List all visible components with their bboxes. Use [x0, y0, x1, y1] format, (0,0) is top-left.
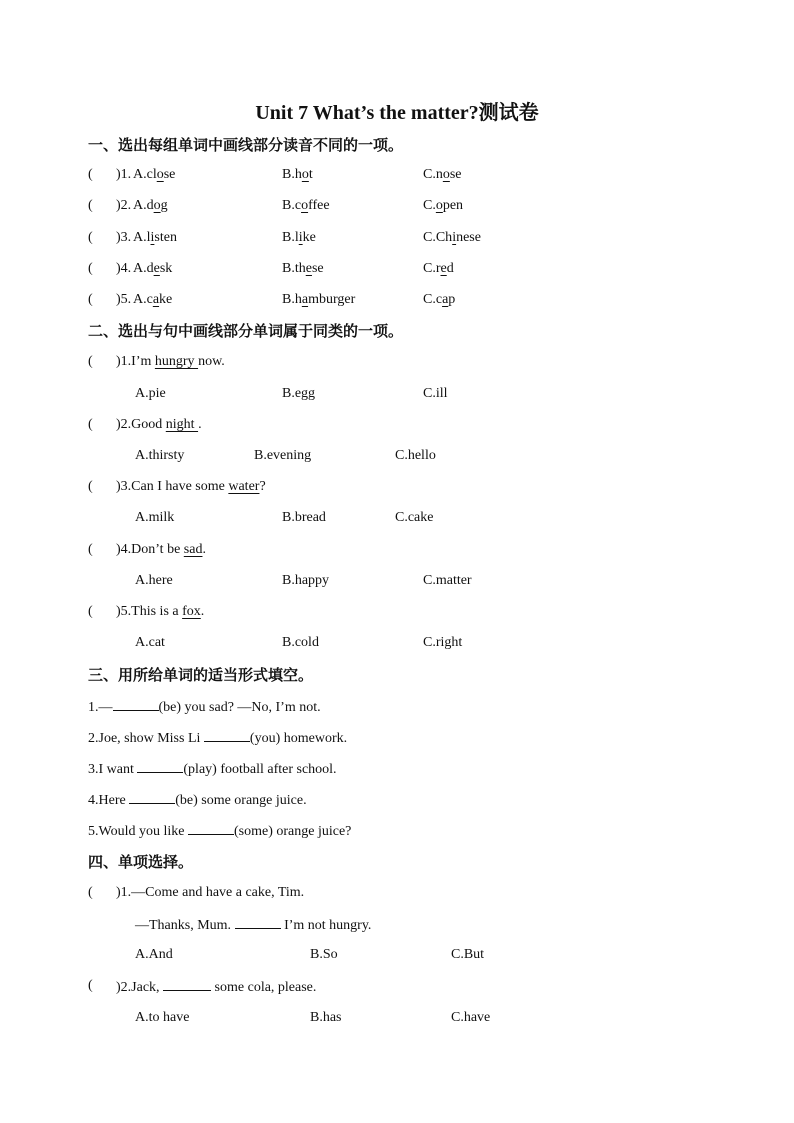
option-b: B.hot: [282, 167, 313, 182]
option-c: C.hello: [395, 448, 436, 463]
option-b: B.evening: [254, 448, 312, 463]
answer-paren: (: [88, 354, 93, 369]
option-c: C.open: [423, 198, 464, 213]
question-text: )1.—Come and have a cake, Tim.: [116, 885, 305, 900]
option-b: B.So: [310, 947, 338, 962]
s3-item-4: 4.Here (be) some orange juice.: [88, 789, 307, 809]
answer-paren: (: [88, 230, 93, 245]
option-a: A.pie: [135, 386, 166, 401]
option-c: C.nose: [423, 167, 462, 182]
option-a: A.cat: [135, 635, 165, 650]
fill-blank[interactable]: [163, 976, 211, 991]
question-text: )4.Don’t be sad.: [116, 542, 206, 557]
option-c: C.cake: [395, 510, 434, 525]
s3-item-5: 5.Would you like (some) orange juice?: [88, 820, 351, 840]
option-b: B.cold: [282, 635, 319, 650]
s3-item-3: 3.I want (play) football after school.: [88, 758, 337, 778]
option-a: A.here: [135, 573, 173, 588]
option-c: C.cap: [423, 292, 456, 307]
option-a: A.And: [135, 947, 173, 962]
option-b: B.egg: [282, 386, 316, 401]
fill-blank[interactable]: [113, 696, 159, 711]
option-c: C.right: [423, 635, 463, 650]
reply-text: —Thanks, Mum. I’m not hungry.: [135, 914, 371, 936]
section4-heading: 四、单项选择。: [88, 853, 194, 871]
option-b: B.like: [282, 230, 316, 245]
option-a: A.close: [133, 167, 176, 182]
option-c: C.ill: [423, 386, 448, 401]
answer-paren: (: [88, 479, 93, 494]
fill-blank[interactable]: [129, 789, 175, 804]
answer-paren: (: [88, 604, 93, 619]
option-b: B.hamburger: [282, 292, 356, 307]
section1-heading: 一、选出每组单词中画线部分读音不同的一项。: [88, 136, 404, 154]
s3-item-2: 2.Joe, show Miss Li (you) homework.: [88, 727, 347, 747]
question-number: )3.: [116, 230, 132, 245]
question-text: )3.Can I have some water?: [116, 479, 266, 494]
option-a: A.desk: [133, 261, 173, 276]
option-c: C.matter: [423, 573, 472, 588]
answer-paren: (: [88, 261, 93, 276]
option-b: B.coffee: [282, 198, 330, 213]
fill-blank[interactable]: [188, 820, 234, 835]
question-number: )4.: [116, 261, 132, 276]
option-b: B.has: [310, 1010, 342, 1025]
fill-blank[interactable]: [137, 758, 183, 773]
option-a: A.to have: [135, 1010, 190, 1025]
question-text: )1.I’m hungry now.: [116, 354, 225, 369]
option-a: A.thirsty: [135, 448, 185, 463]
option-a: A.milk: [135, 510, 175, 525]
option-c: C.Chinese: [423, 230, 481, 245]
section2-heading: 二、选出与句中画线部分单词属于同类的一项。: [88, 322, 404, 340]
section3-heading: 三、用所给单词的适当形式填空。: [88, 666, 314, 684]
answer-paren: (: [88, 885, 93, 900]
question-number: )1.: [116, 167, 132, 182]
page-title: Unit 7 What’s the matter?测试卷: [255, 102, 539, 124]
question-number: )5.: [116, 292, 132, 307]
fill-blank[interactable]: [204, 727, 250, 742]
option-c: C.But: [451, 947, 485, 962]
fill-blank[interactable]: [235, 914, 281, 929]
option-c: C.red: [423, 261, 454, 276]
answer-paren: (: [88, 292, 93, 307]
option-a: A.cake: [133, 292, 173, 307]
question-text: )2.Jack, some cola, please.: [116, 976, 316, 998]
option-a: A.listen: [133, 230, 177, 245]
question-text: )2.Good night .: [116, 417, 202, 432]
option-a: A.dog: [133, 198, 168, 213]
option-b: B.these: [282, 261, 324, 276]
option-b: B.happy: [282, 573, 330, 588]
option-c: C.have: [451, 1010, 491, 1025]
question-text: )5.This is a fox.: [116, 604, 205, 619]
answer-paren: (: [88, 978, 93, 993]
answer-paren: (: [88, 198, 93, 213]
answer-paren: (: [88, 417, 93, 432]
option-b: B.bread: [282, 510, 326, 525]
answer-paren: (: [88, 167, 93, 182]
question-number: )2.: [116, 198, 132, 213]
s3-item-1: 1.— (be) you sad? —No, I’m not.: [88, 696, 321, 716]
answer-paren: (: [88, 542, 93, 557]
